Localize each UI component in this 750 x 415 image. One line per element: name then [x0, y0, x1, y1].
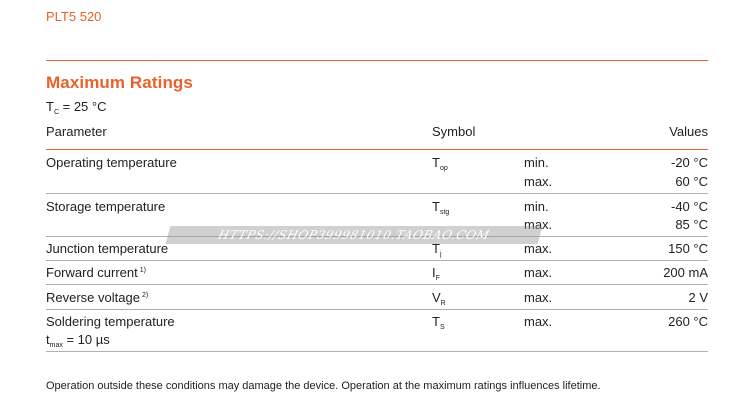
max-value: 200 mA: [663, 265, 708, 280]
row-divider: [46, 309, 708, 310]
table-header-divider: [46, 149, 708, 150]
max-label: max.: [524, 174, 553, 189]
min-value: -40 °C: [671, 199, 708, 214]
table-bottom-divider: [46, 351, 708, 352]
parameter-condition: $t_{max} = 10$ µs: [46, 332, 110, 349]
footnote-marker: 1): [139, 267, 146, 274]
symbol: $I_F$: [432, 265, 440, 282]
parameter-name: Operating temperature: [46, 155, 177, 170]
column-header-parameter: Parameter: [46, 124, 107, 139]
max-label: max.: [524, 241, 553, 256]
parameter-name: Junction temperature: [46, 241, 169, 256]
min-value: -20 °C: [671, 155, 708, 170]
footer-note: Operation outside these conditions may damage the device. Operation at the maximum ratings influences lifetime.: [46, 380, 601, 392]
max-value: 150 °C: [668, 241, 708, 256]
max-label: max.: [524, 314, 553, 329]
symbol: $T_{stg}$: [432, 199, 450, 216]
symbol: $T_S$: [432, 314, 445, 331]
row-divider: [46, 260, 708, 261]
header-divider: [46, 60, 708, 61]
max-label: max.: [524, 265, 553, 280]
parameter-name: Reverse voltage $^{2)}$: [46, 290, 149, 305]
document-header: PLT5 520: [46, 9, 102, 24]
column-header-symbol: Symbol: [432, 124, 476, 139]
parameter-name: Forward current $^{1)}$: [46, 265, 146, 280]
symbol: $T_{op}$: [432, 155, 448, 172]
min-label: min.: [524, 155, 549, 170]
symbol: $V_R$: [432, 290, 446, 307]
min-label: min.: [524, 199, 549, 214]
max-value: 2 V: [688, 290, 708, 305]
parameter-name: Storage temperature: [46, 199, 166, 214]
row-divider: [46, 193, 708, 194]
test-condition: $T_C = 25$ °C: [46, 99, 107, 116]
footnote-marker: 2): [141, 292, 149, 299]
max-value: 60 °C: [675, 174, 708, 189]
max-value: 85 °C: [675, 217, 708, 232]
max-value: 260 °C: [668, 314, 708, 329]
max-label: max.: [524, 217, 553, 232]
row-divider: [46, 284, 708, 285]
watermark-banner: HTTPS://SHOP399981010.TAOBAO.COM: [166, 226, 543, 244]
column-header-values: Values: [669, 124, 708, 139]
max-label: max.: [524, 290, 553, 305]
symbol: $T_j$: [432, 241, 442, 258]
parameter-name: Soldering temperature: [46, 314, 175, 329]
section-title: Maximum Ratings: [46, 73, 193, 92]
